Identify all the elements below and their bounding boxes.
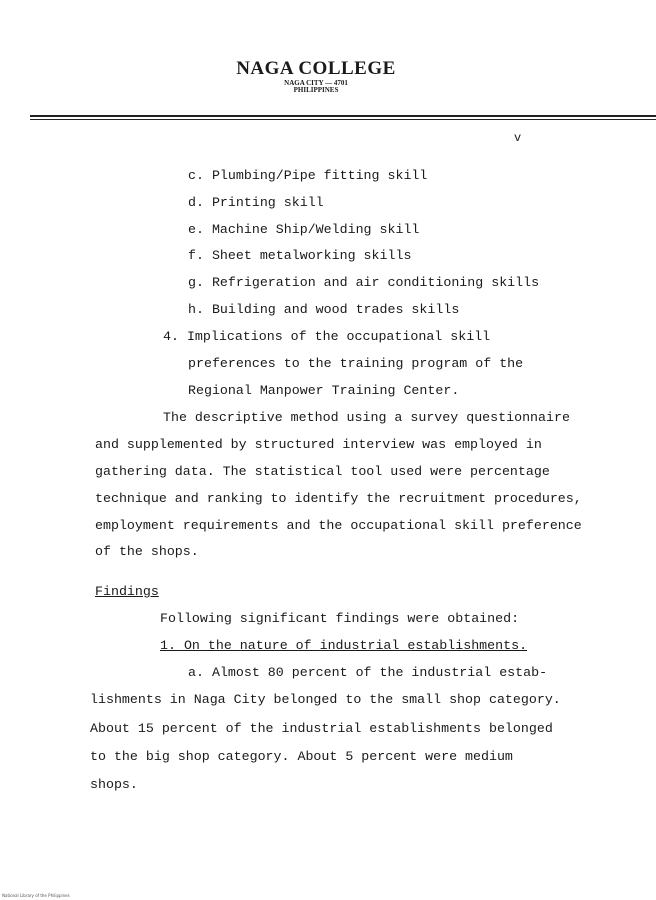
college-country: PHILIPPINES [293, 86, 339, 94]
paragraph-line: a. Almost 80 percent of the industrial estab- [188, 665, 548, 680]
paragraph-line: to the big shop category. About 5 percent were medium [90, 749, 513, 764]
paragraph-line: About 15 percent of the industrial establishments belonged [90, 721, 553, 736]
paragraph-line: lishments in Naga City belonged to the small shop category. [90, 692, 561, 707]
subheading-industrial: 1. On the nature of industrial establishments. [160, 638, 528, 653]
text-line: Regional Manpower Training Center. [188, 383, 460, 398]
paragraph-line: technique and ranking to identify the recruitment procedures, [95, 491, 582, 506]
text-line: preferences to the training program of the [188, 356, 524, 371]
paragraph-line: The descriptive method using a survey questionnaire [163, 410, 570, 425]
college-city: NAGA CITY — 4701 [284, 79, 348, 87]
section-heading-findings: Findings [95, 584, 159, 599]
footer-library-stamp: National Library of the Philippines [2, 893, 70, 898]
college-name: NAGA COLLEGE [236, 58, 396, 79]
header-rule-thin [30, 119, 656, 120]
list-item-building: h. Building and wood trades skills [188, 302, 460, 317]
paragraph-line: and supplemented by structured interview was employed in [95, 437, 542, 452]
list-item-welding: e. Machine Ship/Welding skill [188, 222, 420, 237]
paragraph-line: employment requirements and the occupational skill preference [95, 518, 582, 533]
paragraph-line: shops. [90, 777, 138, 792]
list-item-plumbing: c. Plumbing/Pipe fitting skill [188, 168, 428, 183]
list-item-sheet-metal: f. Sheet metalworking skills [188, 248, 412, 263]
paragraph-line: gathering data. The statistical tool used were percentage [95, 464, 550, 479]
paragraph-line: of the shops. [95, 544, 199, 559]
list-item-printing: d. Printing skill [188, 195, 324, 210]
list-item-implications: 4. Implications of the occupational skill [163, 329, 491, 344]
paragraph-line: Following significant findings were obtained: [160, 611, 520, 626]
page-number: v [514, 131, 522, 145]
list-item-refrigeration: g. Refrigeration and air conditioning skills [188, 275, 540, 290]
header-rule [30, 115, 656, 117]
